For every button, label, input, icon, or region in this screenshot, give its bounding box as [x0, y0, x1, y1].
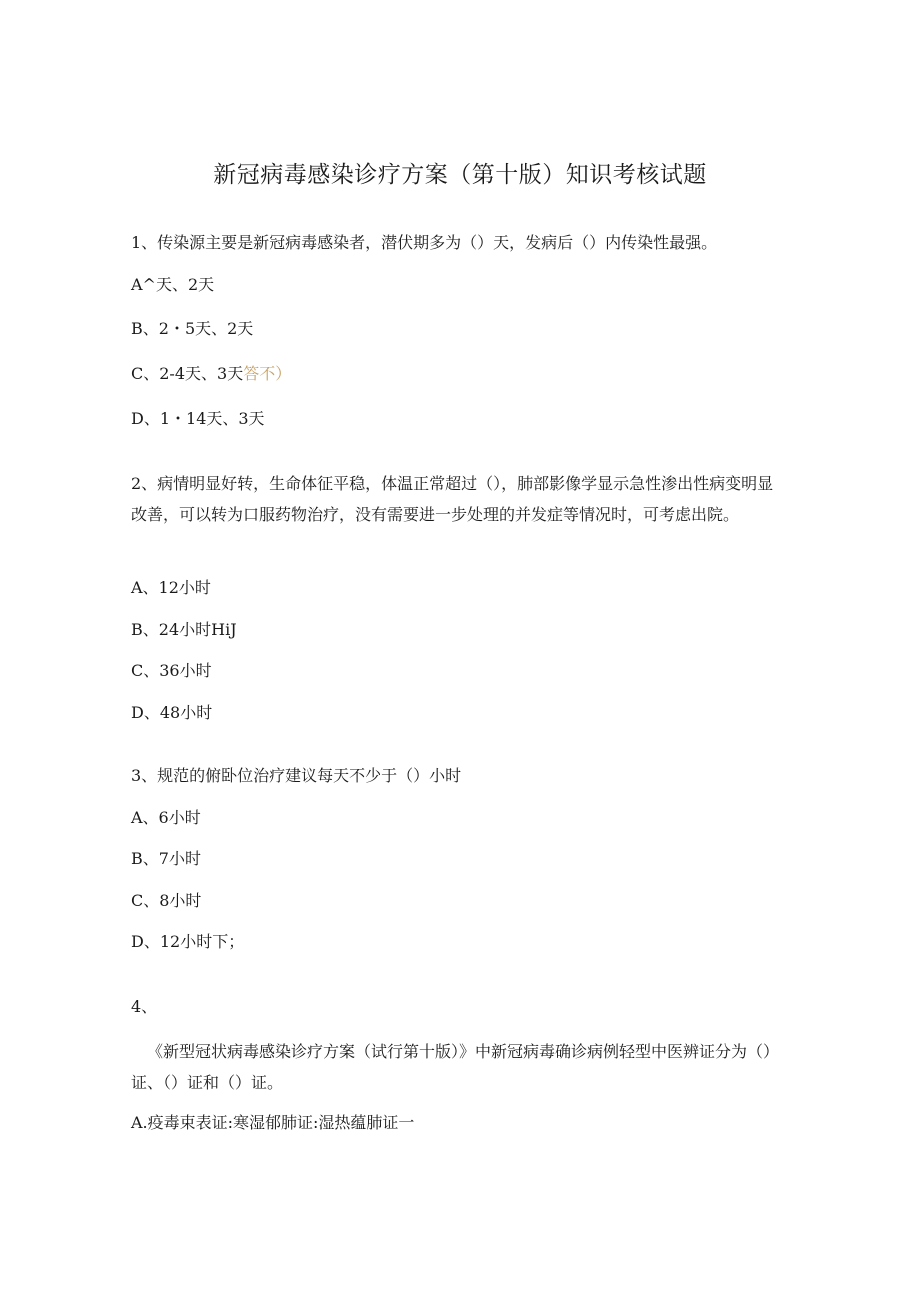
- question-3-option-b: B、7小时: [131, 849, 201, 868]
- question-1-option-a: A^天、2天: [131, 275, 215, 294]
- page-title: 新冠病毒感染诊疗方案（第十版）知识考核试题: [213, 162, 707, 188]
- question-1-stem: 1、传染源主要是新冠病毒感染者，潜伏期多为（）天，发病后（）内传染性最强。: [131, 233, 718, 252]
- question-2-stem: 2、病情明显好转，生命体征平稳，体温正常超过（），肺部影像学显示急性渗出性病变明显改善，可以转为口服药物治疗，没有需要进一步处理的并发症等情况时，可考虑出院。: [131, 474, 774, 524]
- question-4-number: 4、: [131, 997, 158, 1016]
- question-1-option-c: [131, 363, 291, 385]
- question-3-option-c: C、8小时: [131, 891, 202, 910]
- question-3-stem: 3、规范的俯卧位治疗建议每天不少于（）小时: [131, 766, 462, 785]
- question-1-option-c-note: 答不）: [243, 364, 292, 383]
- question-2-option-d: D、48小时: [131, 703, 213, 722]
- question-2-option-b: B、24小时HiJ: [131, 620, 237, 639]
- question-2-option-c: C、36小时: [131, 661, 212, 680]
- question-1-option-d: D、1・14天、3天: [131, 409, 265, 428]
- question-4-stem: 《新型冠状病毒感染诊疗方案（试行第十版）》中新冠病毒确诊病例轻型中医辨证分为（）证、（）证和（）证。: [131, 1042, 780, 1092]
- question-3-option-a: A、6小时: [131, 808, 201, 827]
- question-2-option-a: A、12小时: [131, 578, 211, 597]
- question-1-option-b: B、2・5天、2天: [131, 319, 254, 338]
- question-4-option-a: A.疫毒束表证:寒湿郁肺证:湿热蕴肺证一: [131, 1113, 415, 1132]
- question-3-option-d: D、12小时下；: [131, 932, 245, 951]
- question-1-option-c-text: C、2-4天、3天: [131, 364, 244, 383]
